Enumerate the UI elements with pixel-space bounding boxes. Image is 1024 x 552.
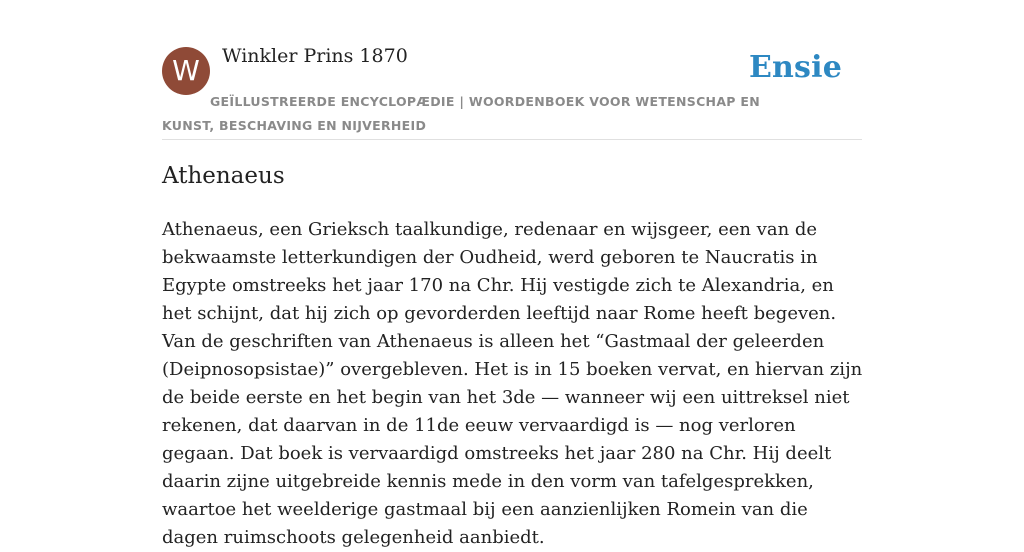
entry-title: Athenaeus <box>162 163 285 189</box>
source-avatar[interactable]: W <box>162 47 210 95</box>
source-subtitle: GEÏLLUSTREERDE ENCYCLOPÆDIE | WOORDENBOEK VOOR WETENSCHAP EN KUNST, BESCHAVING EN NIJVERHEID <box>162 94 760 133</box>
header-divider <box>162 139 862 140</box>
entry-body: Athenaeus, een Grieksch taalkundige, redenaar en wijsgeer, een van de bekwaamste letterkundigen der Oudheid, werd geboren te Naucratis in Egypte omstreeks het jaar 170 na Chr. Hij vestigde zich te Alexandria, en het schijnt, dat hij zich op gevorderden leeftijd naar Rome heeft begeven. Van de geschriften van Athenaeus is alleen het “Gastmaal der geleerden (Deipnosopsistae)” overgebleven. Het is in 15 boeken vervat, en hiervan zijn de beide eerste en het begin van het 3de — wanneer wij een uittreksel niet rekenen, dat daarvan in de 11de eeuw vervaardigd is — nog verloren gegaan. Dat boek is vervaardigd omstreeks het jaar 280 na Chr. Hij deelt daarin zijne uitgebreide kennis mede in den vorm van tafelgesprekken, waartoe het weelderige gastmaal bij een aanzienlijken Romein van die dagen ruimschoots gelegenheid aanbiedt. <box>162 219 863 548</box>
source-title[interactable]: Winkler Prins 1870 <box>222 45 408 67</box>
brand-logo[interactable]: Ensie <box>748 50 842 85</box>
